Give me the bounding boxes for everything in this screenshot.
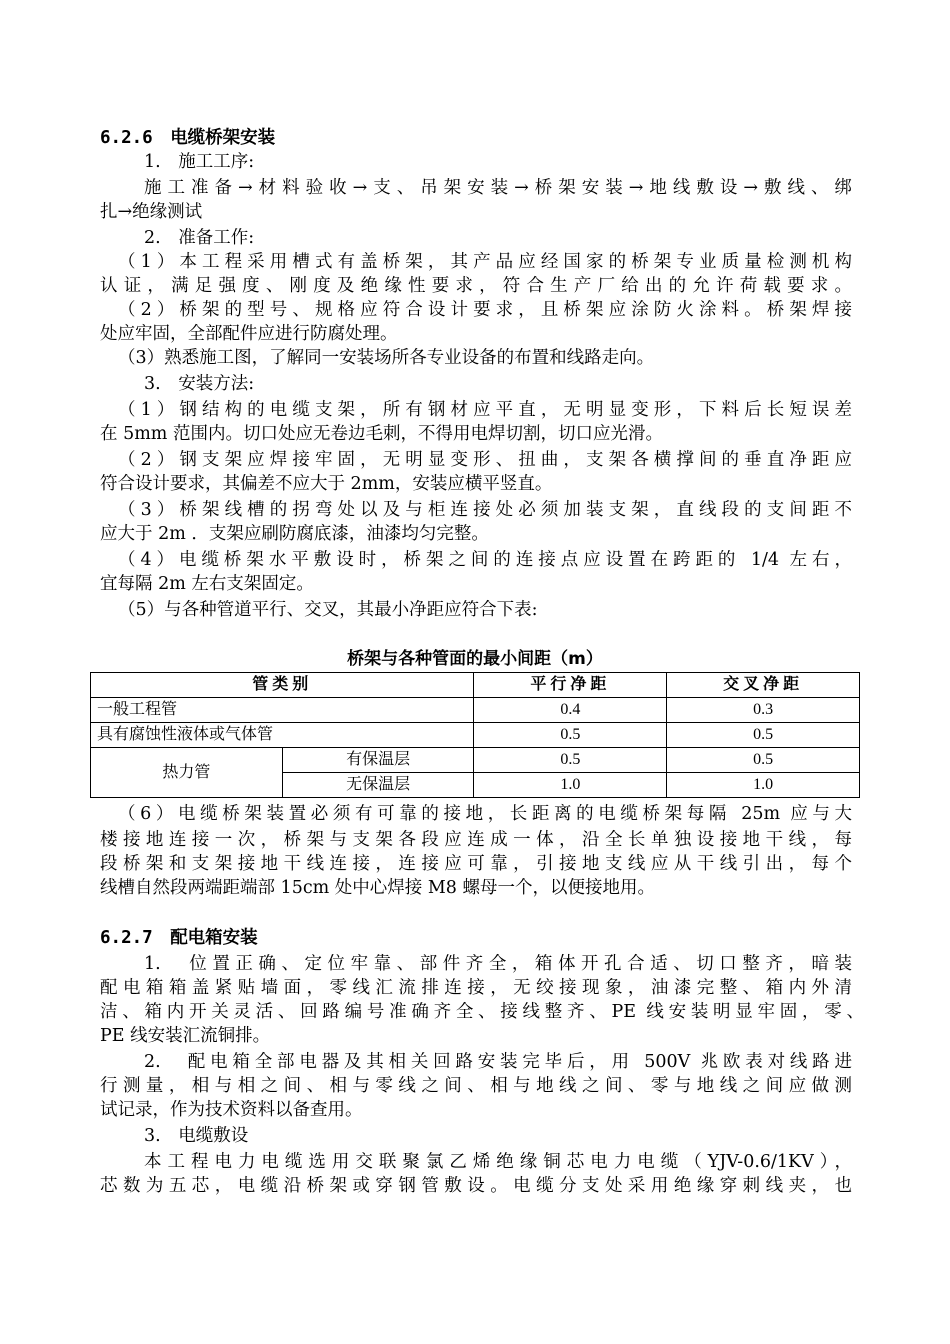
- paragraph-line: 处应牢固，全部配件应进行防腐处理。: [100, 324, 398, 344]
- paragraph-line: （2）钢支架应焊接牢固，无明显变形、扭曲，支架各横撑间的垂直净距应: [118, 450, 852, 470]
- paragraph-line: 段桥架和支架接地干线连接，连接应可靠，引接地支线应从干线引出，每个: [100, 854, 852, 874]
- table-row: [91, 698, 860, 723]
- paragraph-line: （3）熟悉施工图，了解同一安装场所各专业设备的布置和线路走向。: [118, 348, 655, 368]
- paragraph-line: 3. 电缆敷设: [144, 1126, 249, 1146]
- paragraph-line: 芯数为五芯，电缆沿桥架或穿钢管敷设。电缆分支处采用绝缘穿刺线夹，也: [100, 1176, 852, 1196]
- parallel-value: 0.5: [474, 723, 667, 748]
- paragraph-line: （2）桥架的型号、规格应符合设计要求，且桥架应涂防火涂料。桥架焊接: [118, 300, 852, 320]
- section-626-title: 电缆桥架安装: [170, 128, 276, 148]
- section-627-number: 6.2.7: [100, 928, 153, 948]
- row-label: 热力管: [91, 748, 283, 798]
- paragraph-line: （6）电缆桥架装置必须有可靠的接地，长距离的电缆桥架每隔 25m 应与大: [118, 804, 852, 824]
- paragraph-line: （1）本工程采用槽式有盖桥架，其产品应经国家的桥架专业质量检测机构: [118, 252, 852, 272]
- paragraph-line: 宜每隔 2m 左右支架固定。: [100, 574, 314, 594]
- section-626-number: 6.2.6: [100, 128, 153, 148]
- paragraph-line: 符合设计要求，其偏差不应大于 2mm，安装应横平竖直。: [100, 474, 553, 494]
- paragraph-line: 试记录，作为技术资料以备查用。: [100, 1100, 363, 1120]
- paragraph-line: （5）与各种管道平行、交叉，其最小净距应符合下表:: [118, 600, 538, 620]
- parallel-value: 0.4: [474, 698, 667, 723]
- cross-value: 0.5: [667, 748, 860, 773]
- section-627-title: 配电箱安装: [170, 928, 258, 948]
- sub-row-label: 无保温层: [282, 773, 474, 798]
- paragraph-line: 洁、箱内开关灵活、回路编号准确齐全、接线整齐、PE 线安装明显牢固，零、: [100, 1002, 864, 1022]
- paragraph-line: 认证，满足强度、刚度及绝缘性要求，符合生产厂给出的允许荷载要求。: [100, 276, 852, 296]
- paragraph-line: （1）钢结构的电缆支架，所有钢材应平直，无明显变形，下料后长短误差: [118, 400, 852, 420]
- paragraph-line: PE 线安装汇流铜排。: [100, 1026, 271, 1046]
- paragraph-line: 在 5mm 范围内。切口处应无卷边毛刺，不得用电焊切割，切口应光滑。: [100, 424, 663, 444]
- table-title: 桥架与各种管面的最小间距（m）: [347, 649, 603, 669]
- table-row: [91, 748, 860, 773]
- paragraph-line: （3）桥架线槽的拐弯处以及与柜连接处必须加装支架，直线段的支间距不: [118, 500, 852, 520]
- paragraph-line: 2. 配电箱全部电器及其相关回路安装完毕后，用 500V 兆欧表对线路进: [144, 1052, 852, 1072]
- section-626-heading: [100, 126, 852, 150]
- paragraph-line: （4）电缆桥架水平敷设时，桥架之间的连接点应设置在跨距的 1/4 左右，: [118, 550, 852, 570]
- paragraph-line: 本工程电力电缆选用交联聚氯乙烯绝缘铜芯电力电缆（YJV-0.6/1KV），: [144, 1152, 852, 1172]
- paragraph-line: 应大于 2m ．支架应刷防腐底漆，油漆均匀完整。: [100, 524, 489, 544]
- row-label: 具有腐蚀性液体或气体管: [91, 723, 474, 748]
- table-header-row: [91, 673, 860, 698]
- parallel-value: 1.0: [474, 773, 667, 798]
- sub-row-label: 有保温层: [282, 748, 474, 773]
- paragraph-line: 楼接地连接一次，桥架与支架各段应连成一体，沿全长单独设接地干线，每: [100, 830, 852, 850]
- paragraph-line: 配电箱箱盖紧贴墙面，零线汇流排连接，无绞接现象，油漆完整、箱内外清: [100, 978, 852, 998]
- header-pipe-type: 管类别: [91, 673, 474, 698]
- paragraph-line: 施工准备→材料验收→支、吊架安装→桥架安装→地线敷设→敷线、绑: [144, 178, 852, 198]
- header-parallel: 平行净距: [474, 673, 667, 698]
- paragraph-line: 行测量，相与相之间、相与零线之间、相与地线之间、零与地线之间应做测: [100, 1076, 852, 1096]
- cross-value: 0.3: [667, 698, 860, 723]
- paragraph-line: 3. 安装方法:: [144, 374, 255, 394]
- paragraph-line: 2. 准备工作:: [144, 228, 255, 248]
- table-row: [91, 723, 860, 748]
- parallel-value: 0.5: [474, 748, 667, 773]
- paragraph-line: 线槽自然段两端距端部 15cm 处中心焊接 M8 螺母一个，以便接地用。: [100, 878, 655, 898]
- row-label: 一般工程管: [91, 698, 474, 723]
- cross-value: 1.0: [667, 773, 860, 798]
- clearance-table: [90, 672, 860, 798]
- section-627-heading: [100, 926, 852, 950]
- paragraph-line: 1. 位置正确、定位牢靠、部件齐全，箱体开孔合适、切口整齐，暗装: [144, 954, 852, 974]
- paragraph-line: 1. 施工工序:: [144, 152, 255, 172]
- cross-value: 0.5: [667, 723, 860, 748]
- paragraph-line: 扎→绝缘测试: [100, 202, 203, 222]
- header-cross: 交叉净距: [667, 673, 860, 698]
